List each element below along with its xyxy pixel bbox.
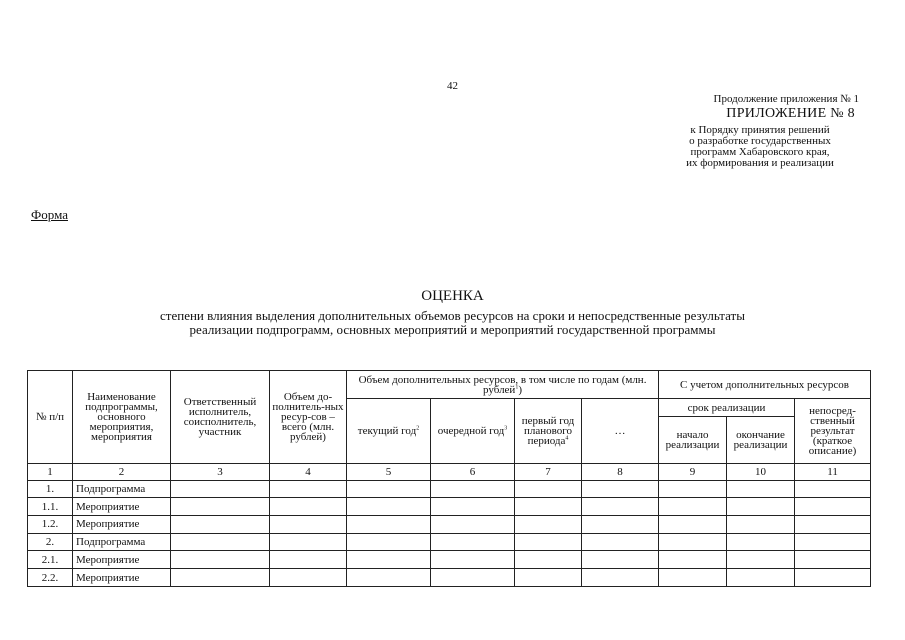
header-additional-group: Объем дополнительных ресурсов, в том числе по годам (млн. рублей$^1$) — [347, 371, 659, 399]
header-first-plan-year — [515, 399, 582, 464]
table-row — [28, 551, 871, 569]
table-row — [28, 533, 871, 551]
column-number: 6 — [431, 463, 515, 480]
column-number: 11 — [795, 463, 871, 480]
appendix-line: программ Хабаровского края, — [690, 146, 830, 158]
empty-cell — [727, 480, 795, 498]
empty-cell — [795, 569, 871, 587]
empty-cell — [270, 551, 347, 569]
header-additional-text: Объем дополнительных ресурсов, в том числе по годам (млн. рублей — [358, 373, 647, 396]
column-number: 10 — [727, 463, 795, 480]
table-row — [28, 569, 871, 587]
empty-cell — [659, 480, 727, 498]
column-number: 9 — [659, 463, 727, 480]
assessment-table — [27, 370, 871, 587]
continuation-note: Продолжение приложения № 1 — [713, 93, 859, 105]
empty-cell — [431, 480, 515, 498]
header-num: № п/п — [28, 371, 73, 464]
header-next-year — [431, 399, 515, 464]
empty-cell — [431, 498, 515, 516]
empty-cell — [515, 551, 582, 569]
footnote-mark: 4 — [565, 435, 569, 442]
header-total: Объем до-полнитель-ных ресур-сов – всего (млн. рублей) — [270, 371, 347, 464]
form-label: Форма — [31, 207, 68, 222]
empty-cell — [795, 516, 871, 534]
column-number: 7 — [515, 463, 582, 480]
empty-cell — [515, 533, 582, 551]
empty-cell — [582, 569, 659, 587]
subtitle-line: степени влияния выделения дополнительных объемов ресурсов на сроки и непосредственные результаты — [160, 308, 745, 323]
header-term: срок реализации — [659, 399, 795, 417]
row-name: Мероприятие — [73, 516, 171, 534]
row-num: 2.2. — [28, 569, 73, 587]
empty-cell — [171, 498, 270, 516]
empty-cell — [347, 551, 431, 569]
empty-cell — [659, 569, 727, 587]
empty-cell — [515, 516, 582, 534]
row-name: Подпрограмма — [73, 533, 171, 551]
empty-cell — [171, 569, 270, 587]
header-next-year-text: очередной год — [437, 425, 505, 438]
footnote-mark: 3 — [504, 425, 508, 432]
appendix-line: о разработке государственных — [689, 135, 831, 147]
empty-cell — [795, 480, 871, 498]
document-subtitle — [100, 309, 805, 337]
empty-cell — [347, 533, 431, 551]
empty-cell — [582, 480, 659, 498]
empty-cell — [582, 516, 659, 534]
header-with-additional: С учетом дополнительных ресурсов — [659, 371, 871, 399]
empty-cell — [270, 498, 347, 516]
empty-cell — [431, 569, 515, 587]
empty-cell — [347, 480, 431, 498]
row-num: 1.1. — [28, 498, 73, 516]
empty-cell — [795, 551, 871, 569]
row-name: Мероприятие — [73, 498, 171, 516]
table-row — [28, 516, 871, 534]
empty-cell — [582, 533, 659, 551]
empty-cell — [727, 569, 795, 587]
header-responsible: Ответственный исполнитель, соисполнитель, участник — [171, 371, 270, 464]
empty-cell — [270, 516, 347, 534]
empty-cell — [171, 516, 270, 534]
row-name: Мероприятие — [73, 569, 171, 587]
empty-cell — [171, 551, 270, 569]
footnote-mark: 2 — [416, 425, 420, 432]
empty-cell — [659, 551, 727, 569]
column-number: 2 — [73, 463, 171, 480]
empty-cell — [659, 533, 727, 551]
column-number: 8 — [582, 463, 659, 480]
row-name: Подпрограмма — [73, 480, 171, 498]
table-row — [28, 498, 871, 516]
empty-cell — [515, 569, 582, 587]
table-row — [28, 480, 871, 498]
empty-cell — [270, 569, 347, 587]
column-number: 1 — [28, 463, 73, 480]
subtitle-line: реализации подпрограмм, основных мероприятий и мероприятий государственной программы — [189, 322, 716, 337]
column-number: 4 — [270, 463, 347, 480]
empty-cell — [727, 533, 795, 551]
empty-cell — [347, 569, 431, 587]
empty-cell — [659, 516, 727, 534]
appendix-subtitle — [660, 125, 860, 169]
empty-cell — [795, 498, 871, 516]
empty-cell — [431, 516, 515, 534]
empty-cell — [582, 551, 659, 569]
column-number: 5 — [347, 463, 431, 480]
footnote-mark: 1 — [515, 383, 519, 390]
empty-cell — [727, 498, 795, 516]
empty-cell — [171, 533, 270, 551]
appendix-title: ПРИЛОЖЕНИЕ № 8 — [726, 106, 855, 121]
empty-cell — [795, 533, 871, 551]
empty-cell — [659, 498, 727, 516]
empty-cell — [171, 480, 270, 498]
appendix-line: к Порядку принятия решений — [690, 124, 830, 136]
header-current-year — [347, 399, 431, 464]
empty-cell — [431, 533, 515, 551]
header-first-plan-year-text: первый год планового периода — [521, 415, 575, 448]
header-ellipsis: … — [582, 399, 659, 464]
empty-cell — [515, 498, 582, 516]
empty-cell — [270, 480, 347, 498]
column-numbers-row — [28, 463, 871, 480]
row-num: 1. — [28, 480, 73, 498]
document-title: ОЦЕНКА — [421, 288, 484, 304]
empty-cell — [727, 516, 795, 534]
empty-cell — [431, 551, 515, 569]
row-name: Мероприятие — [73, 551, 171, 569]
appendix-line: их формирования и реализации — [686, 157, 834, 169]
column-number: 3 — [171, 463, 270, 480]
header-current-year-text: текущий год — [357, 425, 417, 438]
header-end: окончание реализации — [727, 416, 795, 463]
header-result: непосред-ственный результат (краткое описание) — [795, 399, 871, 464]
empty-cell — [347, 498, 431, 516]
header-name: Наименование подпрограммы, основного мероприятия, мероприятия — [73, 371, 171, 464]
empty-cell — [515, 480, 582, 498]
empty-cell — [727, 551, 795, 569]
header-start: начало реализации — [659, 416, 727, 463]
page-number: 42 — [447, 80, 458, 92]
empty-cell — [270, 533, 347, 551]
row-num: 2.1. — [28, 551, 73, 569]
empty-cell — [347, 516, 431, 534]
row-num: 2. — [28, 533, 73, 551]
row-num: 1.2. — [28, 516, 73, 534]
empty-cell — [582, 498, 659, 516]
